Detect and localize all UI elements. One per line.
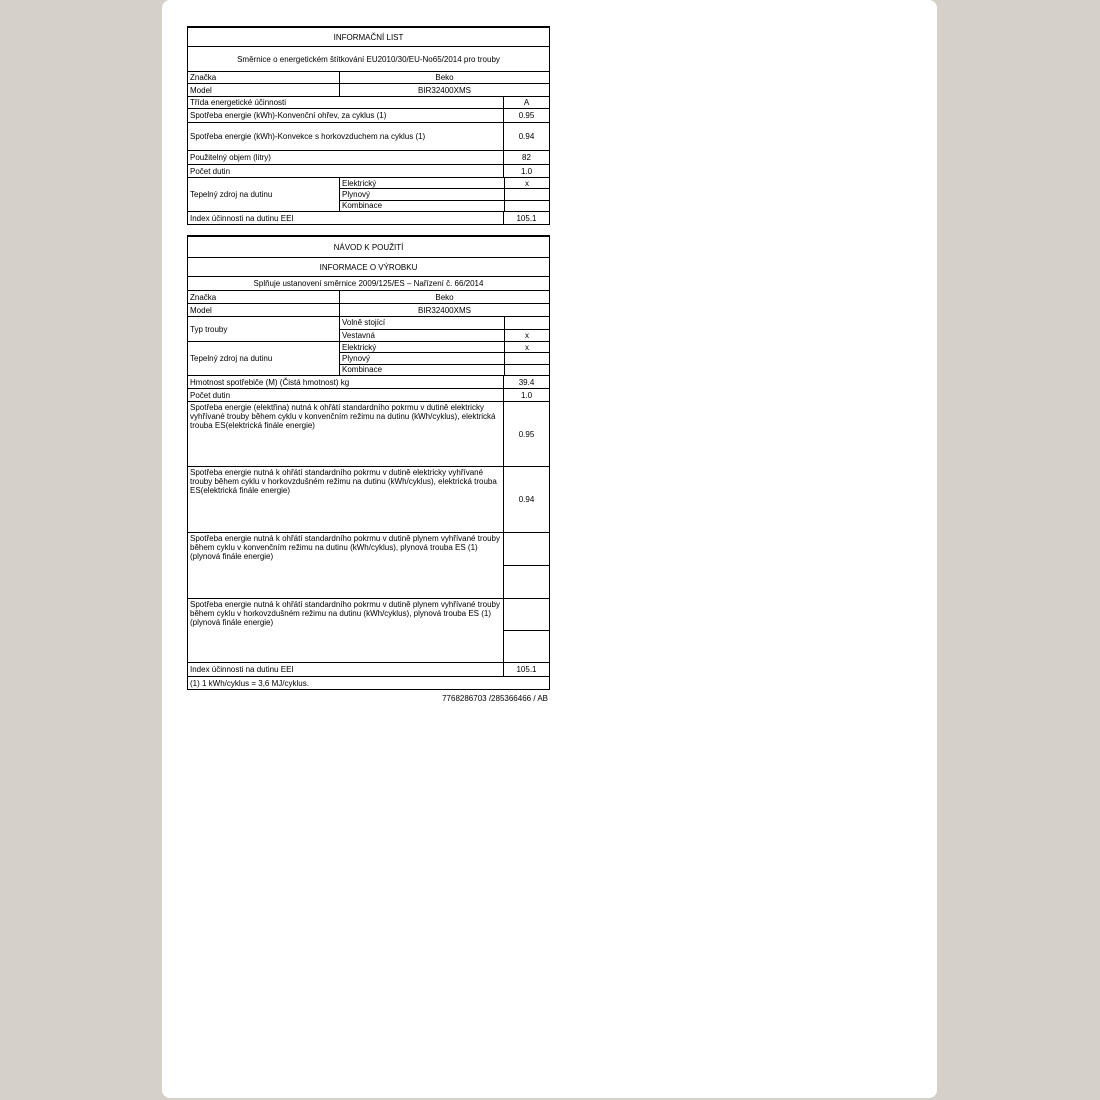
eei-label: Index účinnosti na dutinu EEI — [190, 213, 294, 223]
heat-option-value — [504, 353, 549, 363]
heat-source-row — [187, 178, 550, 212]
heat-option-row — [340, 353, 549, 364]
conventional-value: 0.95 — [503, 109, 549, 122]
type-option-label: Volně stojící — [342, 318, 386, 328]
heat-option-row — [340, 189, 549, 200]
volume-row — [187, 151, 550, 165]
es-conventional-label: Spotřeba energie (elektřina) nutná k ohřátí standardního pokrmu v dutině elektricky vyhřívané trouby během cyklu v konvenčním režimu na dutinu (kWh/cyklus), elektrická trouba ES(elektrická finále energie) — [190, 403, 496, 430]
document-code: 7768286703 /285366466 / AB — [442, 694, 548, 703]
eei-row — [187, 663, 550, 677]
heat-option-label: Plynový — [342, 189, 371, 199]
brand-row — [187, 72, 550, 84]
cavities-row — [187, 165, 550, 178]
heat-option-value — [504, 365, 549, 375]
model-label: Model — [190, 305, 212, 315]
es-fan-row — [187, 467, 550, 533]
information-sheet — [187, 26, 550, 225]
model-row — [187, 304, 550, 317]
cavities-row — [187, 389, 550, 402]
conventional-row — [187, 109, 550, 123]
mass-value: 39.4 — [503, 376, 549, 388]
document-page — [162, 0, 937, 1098]
cavities-label: Počet dutin — [190, 166, 231, 176]
heat-option-value — [504, 201, 549, 211]
fan-row — [187, 123, 550, 151]
eei-row — [187, 212, 550, 225]
heat-source-label: Tepelný zdroj na dutinu — [190, 354, 273, 363]
eei-value: 105.1 — [503, 212, 549, 224]
heat-option-value: x — [504, 342, 549, 352]
mass-label: Hmotnost spotřebiče (M) (Čistá hmotnost) kg — [190, 377, 350, 387]
gas-fan-value-secondary — [504, 630, 549, 662]
heat-option-label: Elektrický — [342, 342, 377, 352]
heat-option-value: x — [504, 178, 549, 188]
gas-conventional-label: Spotřeba energie nutná k ohřátí standardního pokrmu v dutině plynem vyhřívané trouby během cyklu v konvenčním režimu na dutinu (kWh/cyklus), plynová trouba ES (1)(plynová finále energie) — [190, 534, 500, 561]
es-conventional-row — [187, 402, 550, 467]
regulation-row — [187, 277, 550, 291]
gas-fan-row — [187, 599, 550, 663]
mass-row — [187, 376, 550, 389]
footnote-row — [187, 677, 550, 690]
cavities-value: 1.0 — [503, 389, 549, 401]
oven-type-row — [187, 317, 550, 342]
heat-option-row — [340, 178, 549, 189]
brand-label: Značka — [190, 73, 217, 82]
heat-option-row — [340, 201, 549, 211]
gas-fan-value — [504, 599, 549, 630]
oven-type-options — [339, 317, 549, 341]
brand-row — [187, 291, 550, 304]
energy-class-row — [187, 97, 550, 109]
volume-value: 82 — [503, 151, 549, 164]
sheet-title: INFORMAČNÍ LIST — [333, 32, 404, 42]
es-conventional-value: 0.95 — [503, 402, 549, 466]
fan-value: 0.94 — [503, 123, 549, 150]
heat-option-row — [340, 365, 549, 375]
sheet-title-row — [187, 26, 550, 47]
es-fan-value: 0.94 — [503, 467, 549, 532]
model-value: BIR32400XMS — [339, 304, 549, 316]
heat-option-label: Kombinace — [342, 201, 383, 211]
heat-source-options — [339, 342, 549, 375]
product-info-row — [187, 258, 550, 277]
directive-text: Směrnice o energetickém štítkování EU2010/30/EU-No65/2014 pro trouby — [237, 54, 500, 64]
manual-title: NÁVOD K POUŽITÍ — [333, 242, 404, 252]
type-option-value: x — [504, 330, 549, 342]
type-option-row — [340, 317, 549, 330]
gas-fan-value-cells — [503, 599, 549, 662]
model-label: Model — [190, 85, 212, 95]
brand-value: Beko — [339, 72, 549, 83]
brand-value: Beko — [339, 291, 549, 303]
model-value: BIR32400XMS — [339, 84, 549, 96]
type-option-value — [504, 317, 549, 329]
type-option-row — [340, 330, 549, 342]
heat-option-value — [504, 189, 549, 199]
gas-conventional-value-secondary — [504, 565, 549, 598]
regulation-text: Splňuje ustanovení směrnice 2009/125/ES – Nařízení č. 66/2014 — [253, 279, 484, 288]
fan-label: Spotřeba energie (kWh)-Konvekce s horkovzduchem na cyklus (1) — [190, 132, 426, 141]
gas-fan-label: Spotřeba energie nutná k ohřátí standardního pokrmu v dutině plynem vyhřívané trouby během cyklu v horkovzdušném režimu na dutinu (kWh/cyklus), plynová trouba ES (1)(plynová finále energie) — [190, 600, 500, 627]
gas-conventional-value-cells — [503, 533, 549, 598]
heat-option-label: Elektrický — [342, 178, 377, 188]
gas-conventional-row — [187, 533, 550, 599]
conventional-label: Spotřeba energie (kWh)-Konvenční ohřev, za cyklus (1) — [190, 111, 387, 120]
cavities-value: 1.0 — [503, 165, 549, 177]
energy-class-value: A — [503, 97, 549, 108]
heat-option-label: Plynový — [342, 353, 371, 363]
manual-title-row — [187, 235, 550, 258]
directive-row — [187, 47, 550, 72]
es-fan-label: Spotřeba energie nutná k ohřátí standardního pokrmu v dutině elektricky vyhřívané trouby během cyklu v horkovzdušném režimu na dutinu (kWh/cyklus), elektrická trouba ES(elektrická finále energie) — [190, 468, 497, 495]
gas-conventional-value — [504, 533, 549, 565]
product-info-title: INFORMACE O VÝROBKU — [319, 262, 418, 272]
product-information-sheet — [187, 235, 550, 703]
brand-label: Značka — [190, 292, 217, 302]
heat-option-label: Kombinace — [342, 365, 383, 375]
eei-value: 105.1 — [503, 663, 549, 676]
heat-source-row — [187, 342, 550, 376]
energy-class-label: Třída energetické účinnosti — [190, 98, 287, 107]
footnote: (1) 1 kWh/cyklus = 3,6 MJ/cyklus. — [190, 678, 309, 688]
heat-source-options — [339, 178, 549, 211]
oven-type-label: Typ trouby — [190, 324, 228, 334]
volume-label: Použitelný objem (litry) — [190, 153, 271, 162]
eei-label: Index účinnosti na dutinu EEI — [190, 665, 294, 674]
heat-option-row — [340, 342, 549, 353]
cavities-label: Počet dutin — [190, 390, 231, 400]
type-option-label: Vestavná — [342, 330, 375, 340]
model-row — [187, 84, 550, 97]
heat-source-label: Tepelný zdroj na dutinu — [190, 190, 273, 199]
